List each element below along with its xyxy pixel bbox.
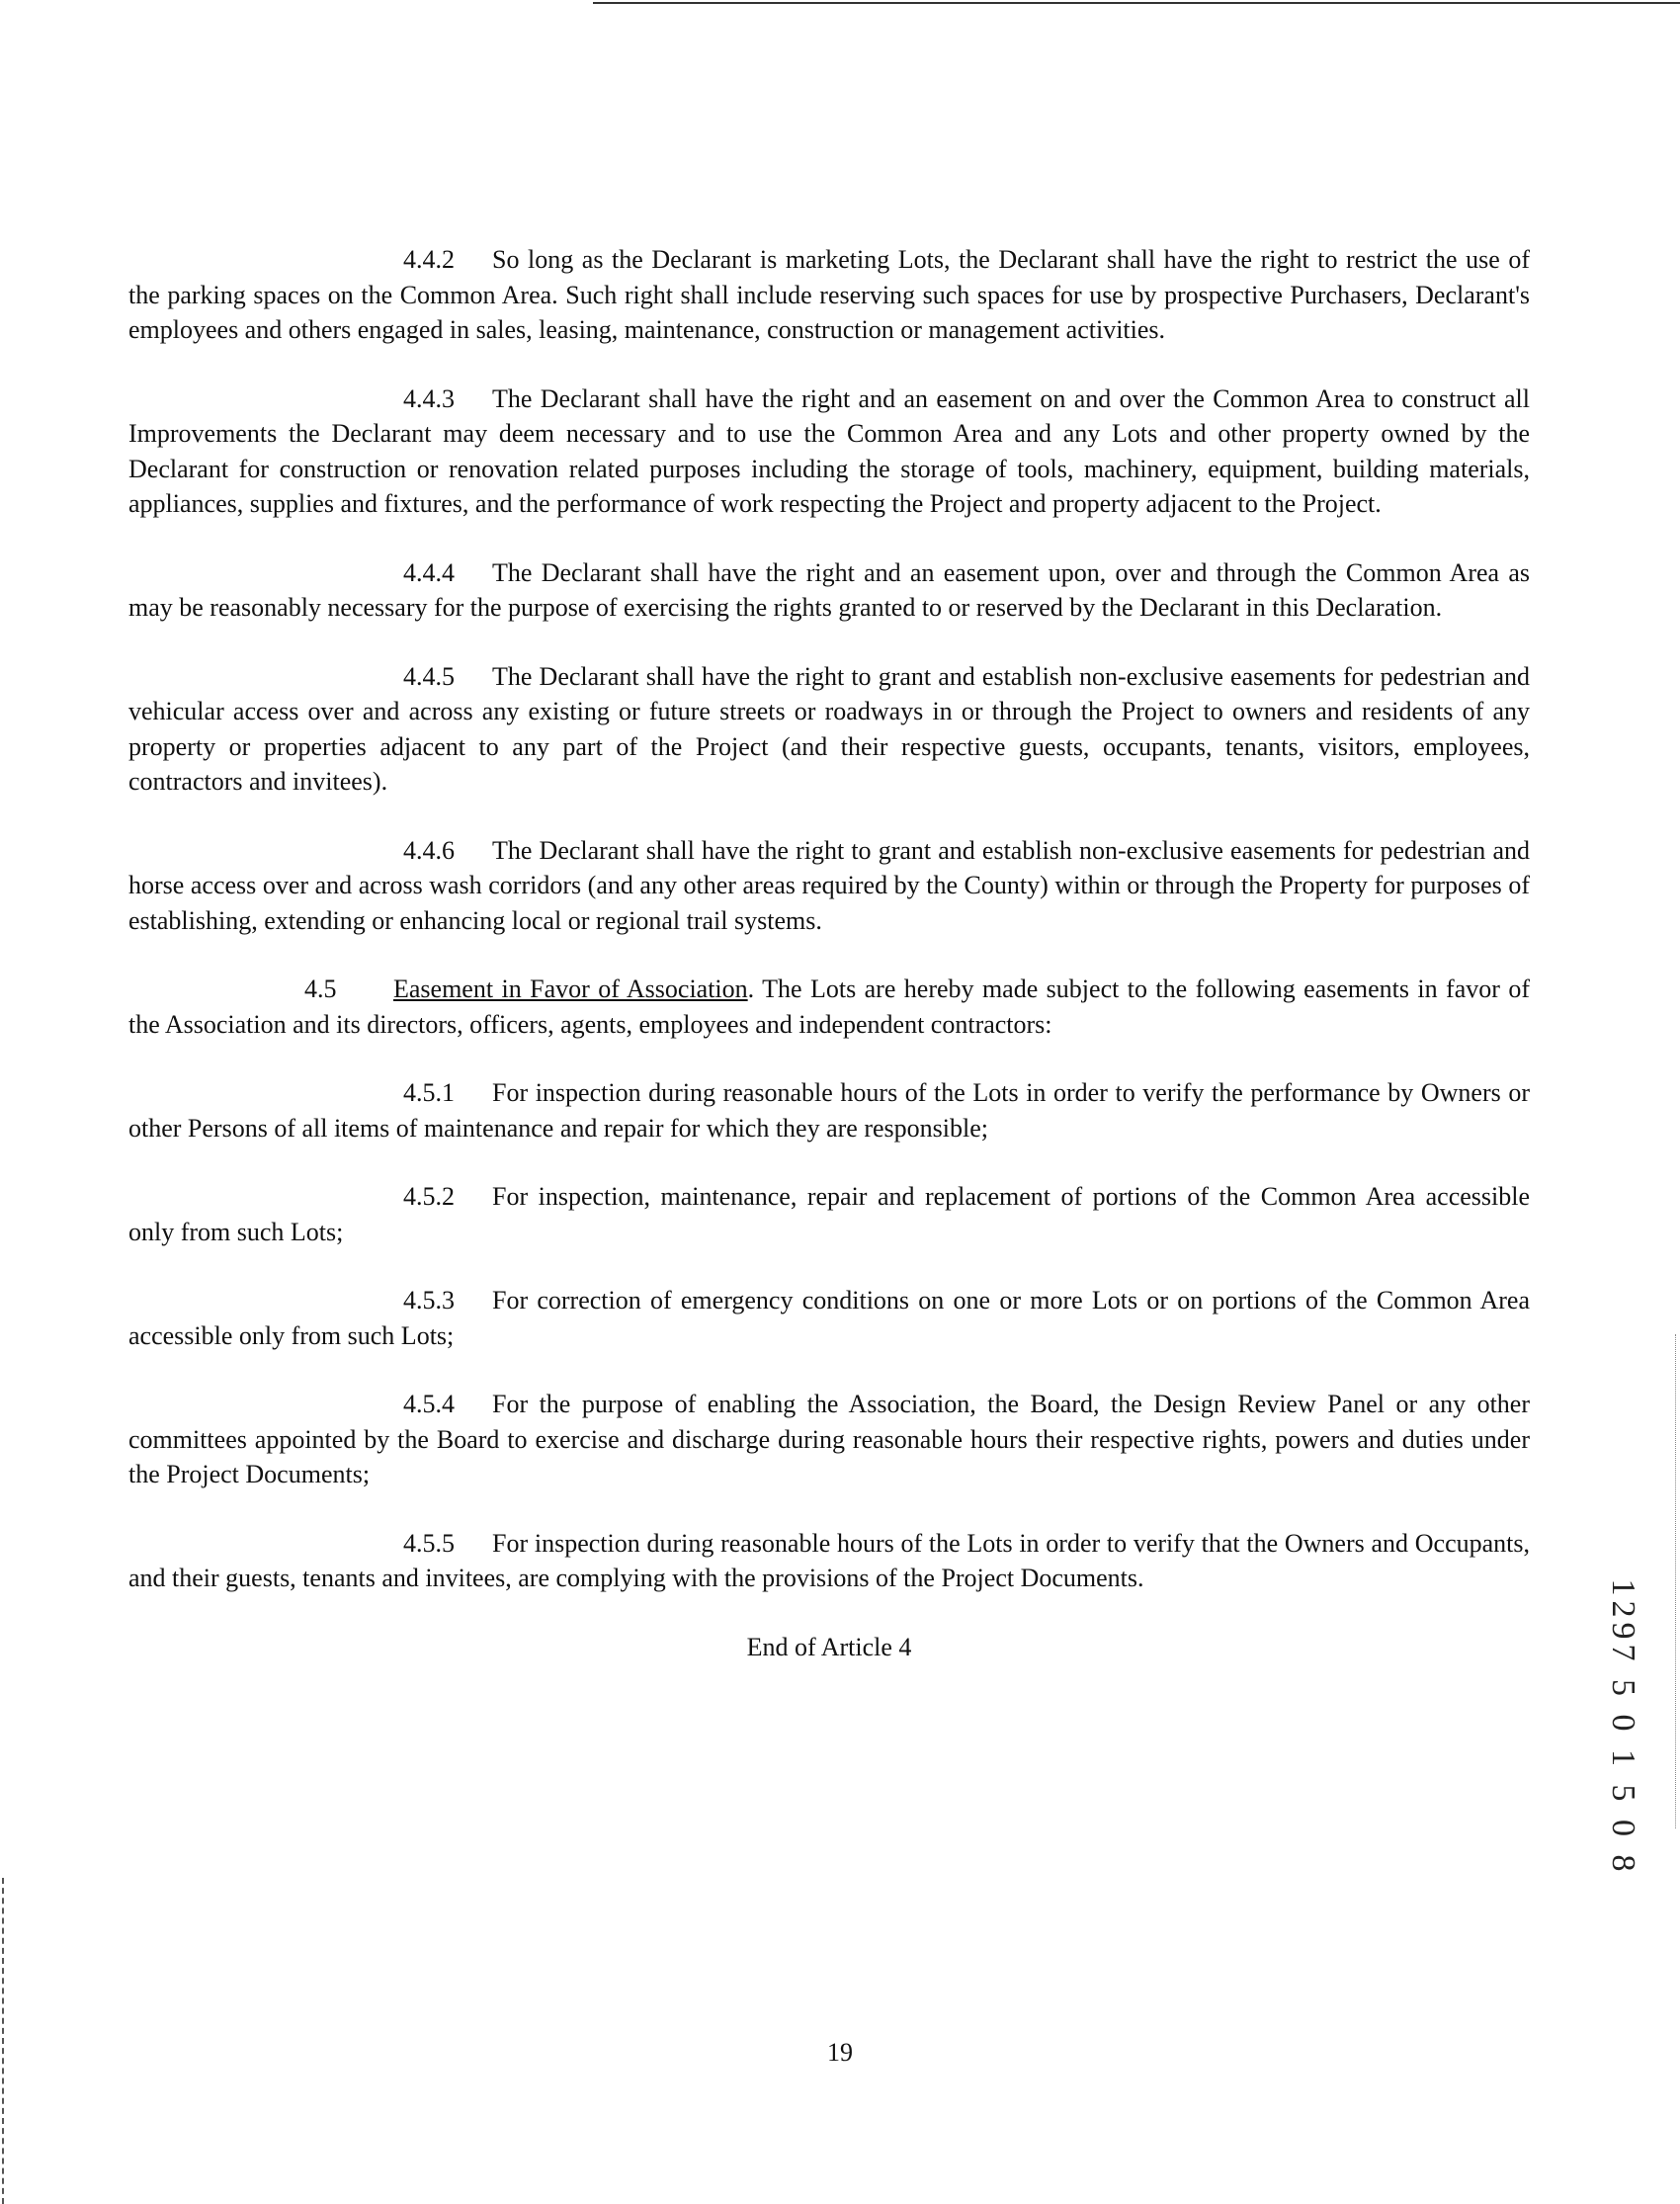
paragraph-4-4-6 xyxy=(128,833,1530,939)
paragraph-number: 4.4.2 xyxy=(403,245,455,274)
section-number: 4.5 xyxy=(304,975,337,1003)
end-of-article: End of Article 4 xyxy=(746,1632,912,1661)
paragraph-number: 4.4.5 xyxy=(403,661,455,691)
paragraph-4-5-4 xyxy=(128,1387,1530,1492)
paragraph-4-4-2 xyxy=(128,242,1530,348)
paragraph-4-5-2 xyxy=(128,1179,1530,1249)
paragraph-4-5-5 xyxy=(128,1526,1530,1596)
section-text: . The Lots are hereby made subject to the following easements in favor of the Association and its directors, officers, agents, employees and independent contractors: xyxy=(128,975,1531,1039)
recording-stamp xyxy=(1598,1578,1647,1877)
paragraph-number: 4.5.2 xyxy=(403,1182,455,1211)
paragraph-number: 4.4.3 xyxy=(403,383,455,413)
paragraph-number: 4.5.5 xyxy=(403,1528,455,1558)
paragraph-text: For the purpose of enabling the Association, the Board, the Design Review Panel or any other committees appointed by the Board to exercise and discharge during reasonable hours their respective rights, powers and duties under the Project Documents; xyxy=(128,1390,1530,1488)
document-body xyxy=(128,242,1530,1698)
paragraph-number: 4.5.3 xyxy=(403,1286,455,1314)
paragraph-text: The Declarant shall have the right and an easement on and over the Common Area to construct all Improvements the Declarant may deem necessary and to use the Common Area and any Lots and other property owned by the Declarant for construction or renovation related purposes including the storage of tools, machinery, equipment, building materials, appliances, supplies and fixtures, and the performance of work respecting the Project and property adjacent to the Project. xyxy=(128,383,1530,518)
paragraph-text: For correction of emergency conditions on one or more Lots or on portions of the Common Area accessible only from such Lots; xyxy=(128,1286,1530,1350)
paragraph-number: 4.4.6 xyxy=(403,835,455,865)
paragraph-number: 4.5.4 xyxy=(403,1390,455,1418)
page-number: 19 xyxy=(827,2038,853,2067)
paragraph-text: The Declarant shall have the right and an easement upon, over and through the Common Area as may be reasonably necessary for the purpose of exercising the rights granted to or reserved by the Declarant in this Declaration. xyxy=(128,557,1530,622)
recording-stamp-text: 1297 5 0 1 5 0 8 xyxy=(1605,1578,1641,1877)
paragraph-text: For inspection during reasonable hours of the Lots in order to verify that the Owners and Occupants, and their guests, tenants and invitees, are complying with the provisions of the Project Documents. xyxy=(128,1528,1530,1592)
top-scan-rule xyxy=(593,2,1680,4)
paragraph-number: 4.4.4 xyxy=(403,557,455,587)
paragraph-4-5-1 xyxy=(128,1075,1530,1145)
section-heading: Easement in Favor of Association xyxy=(393,975,748,1003)
paragraph-text: The Declarant shall have the right to grant and establish non-exclusive easements for pedestrian and horse access over and across wash corridors (and any other areas required by the County) within or through the Property for purposes of establishing, extending or enhancing local or regional trail systems. xyxy=(128,835,1530,935)
paragraph-number: 4.5.1 xyxy=(403,1078,455,1107)
right-scan-mark xyxy=(1675,1334,1676,1828)
paragraph-4-5-3 xyxy=(128,1283,1530,1353)
paragraph-text: The Declarant shall have the right to grant and establish non-exclusive easements for pedestrian and vehicular access over and across any existing or future streets or roadways in or through the Project to owners and residents of any property or properties adjacent to any part of the Project (and their respective guests, occupants, tenants, visitors, employees, contractors and invitees). xyxy=(128,661,1530,796)
paragraph-4-4-4 xyxy=(128,555,1530,626)
paragraph-4-4-3 xyxy=(128,381,1530,522)
section-4-5 xyxy=(128,972,1530,1042)
paragraph-4-4-5 xyxy=(128,659,1530,800)
paragraph-text: So long as the Declarant is marketing Lots, the Declarant shall have the right to restrict the use of the parking spaces on the Common Area. Such right shall include reserving such spaces for use by prospective Purchasers, Declarant's employees and others engaged in sales, leasing, maintenance, construction or management activities. xyxy=(128,245,1530,344)
paragraph-text: For inspection during reasonable hours of the Lots in order to verify the performance by Owners or other Persons of all items of maintenance and repair for which they are responsible; xyxy=(128,1078,1530,1143)
paragraph-text: For inspection, maintenance, repair and replacement of portions of the Common Area accessible only from such Lots; xyxy=(128,1182,1530,1246)
